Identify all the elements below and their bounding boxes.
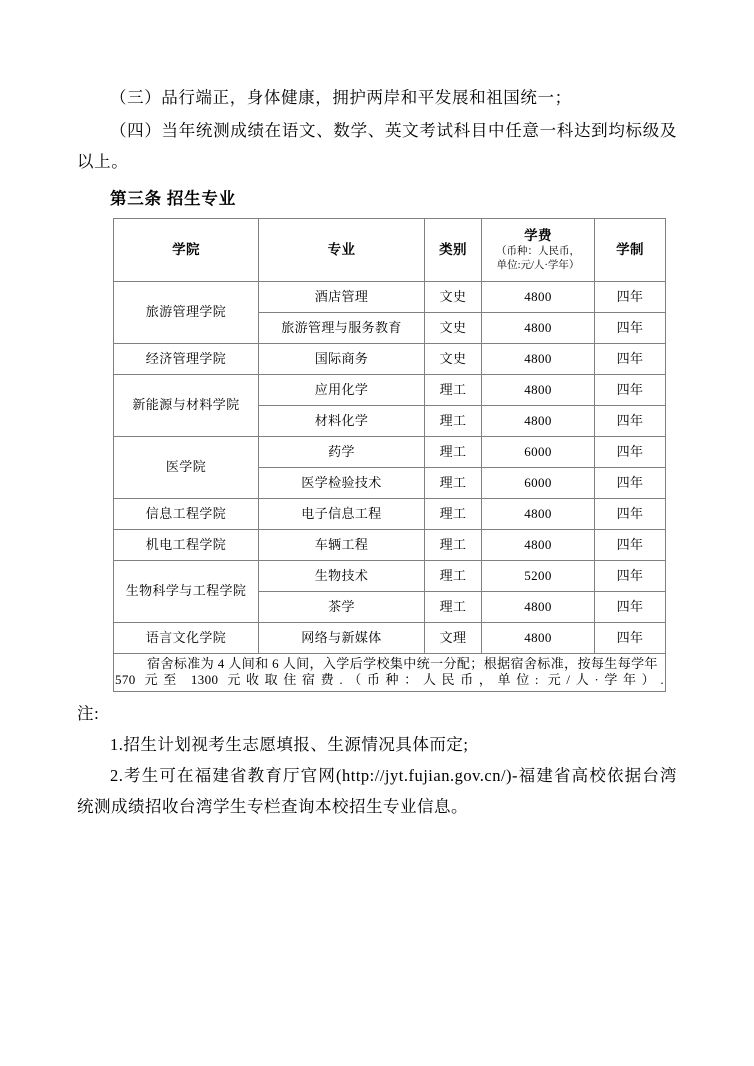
cell-fee: 4800	[482, 530, 595, 561]
cell-college: 生物科学与工程学院	[114, 561, 259, 623]
cell-length: 四年	[595, 468, 666, 499]
cell-major: 电子信息工程	[259, 499, 425, 530]
column-header-fee	[482, 219, 595, 282]
cell-fee: 6000	[482, 468, 595, 499]
cell-fee: 4800	[482, 344, 595, 375]
cell-length: 四年	[595, 344, 666, 375]
table-row	[114, 623, 666, 654]
cell-fee: 5200	[482, 561, 595, 592]
cell-major: 生物技术	[259, 561, 425, 592]
column-header-category: 类别	[425, 219, 482, 282]
cell-category: 理工	[425, 406, 482, 437]
notes-section	[77, 698, 677, 822]
cell-category: 文史	[425, 344, 482, 375]
cell-category: 文理	[425, 623, 482, 654]
cell-length: 四年	[595, 530, 666, 561]
cell-category: 理工	[425, 468, 482, 499]
cell-fee: 4800	[482, 499, 595, 530]
cell-college: 信息工程学院	[114, 499, 259, 530]
cell-category: 理工	[425, 499, 482, 530]
cell-length: 四年	[595, 499, 666, 530]
cell-length: 四年	[595, 375, 666, 406]
table-header-row	[114, 219, 666, 282]
cell-category: 理工	[425, 530, 482, 561]
cell-college: 医学院	[114, 437, 259, 499]
paragraph-condition-4: （四）当年统测成绩在语文、数学、英文考试科目中任意一科达到均标级及以上。	[77, 121, 677, 171]
majors-table-foot	[114, 654, 666, 692]
majors-table-body	[114, 282, 666, 654]
majors-table	[113, 218, 666, 692]
cell-major: 应用化学	[259, 375, 425, 406]
note-item-2: 2.考生可在福建省教育厅官网(http://jyt.fujian.gov.cn/)-福建省高校依据台湾统测成绩招收台湾学生专栏查询本校招生专业信息。	[77, 765, 677, 816]
cell-fee: 4800	[482, 313, 595, 344]
cell-major: 国际商务	[259, 344, 425, 375]
column-header-college: 学院	[114, 219, 259, 282]
cell-major: 药学	[259, 437, 425, 468]
cell-major: 材料化学	[259, 406, 425, 437]
cell-major: 茶学	[259, 592, 425, 623]
cell-major: 网络与新媒体	[259, 623, 425, 654]
cell-major: 医学检验技术	[259, 468, 425, 499]
cell-length: 四年	[595, 313, 666, 344]
section-heading-article-3: 第三条 招生专业	[110, 189, 237, 208]
column-header-fee-currency: （币种：人民币，	[496, 245, 580, 257]
cell-category: 理工	[425, 592, 482, 623]
note-item-1: 1.招生计划视考生志愿填报、生源情况具体而定;	[110, 734, 469, 754]
cell-length: 四年	[595, 282, 666, 313]
cell-fee: 4800	[482, 375, 595, 406]
cell-fee: 4800	[482, 623, 595, 654]
cell-major: 旅游管理与服务教育	[259, 313, 425, 344]
cell-length: 四年	[595, 592, 666, 623]
table-footnote-row	[114, 654, 666, 692]
table-row	[114, 530, 666, 561]
cell-category: 理工	[425, 375, 482, 406]
cell-fee: 4800	[482, 406, 595, 437]
cell-fee: 6000	[482, 437, 595, 468]
table-row	[114, 499, 666, 530]
table-row	[114, 375, 666, 406]
table-row	[114, 344, 666, 375]
column-header-major: 专业	[259, 219, 425, 282]
table-row	[114, 437, 666, 468]
cell-major: 酒店管理	[259, 282, 425, 313]
column-header-fee-unit: 单位:元/人·学年）	[496, 259, 580, 271]
cell-length: 四年	[595, 437, 666, 468]
cell-category: 理工	[425, 561, 482, 592]
notes-label: 注:	[77, 703, 100, 723]
table-row	[114, 561, 666, 592]
cell-college: 经济管理学院	[114, 344, 259, 375]
cell-college: 新能源与材料学院	[114, 375, 259, 437]
cell-college: 机电工程学院	[114, 530, 259, 561]
cell-college: 语言文化学院	[114, 623, 259, 654]
majors-table-head	[114, 219, 666, 282]
cell-fee: 4800	[482, 282, 595, 313]
majors-table-wrapper	[113, 218, 664, 692]
cell-length: 四年	[595, 406, 666, 437]
column-header-length: 学制	[595, 219, 666, 282]
cell-college: 旅游管理学院	[114, 282, 259, 344]
cell-length: 四年	[595, 623, 666, 654]
cell-category: 文史	[425, 313, 482, 344]
cell-major: 车辆工程	[259, 530, 425, 561]
document-content	[77, 82, 677, 822]
column-header-fee-title: 学费	[524, 228, 552, 244]
dormitory-footnote: 宿舍标准为 4 人间和 6 人间，入学后学校集中统一分配；根据宿舍标准，按每生每学年 570 元至 1300 元收取住宿费.（币种：人民币，单位: 元/人·学年）.	[114, 654, 666, 692]
cell-category: 理工	[425, 437, 482, 468]
table-row	[114, 282, 666, 313]
cell-category: 文史	[425, 282, 482, 313]
cell-length: 四年	[595, 561, 666, 592]
cell-fee: 4800	[482, 592, 595, 623]
paragraph-condition-3: （三）品行端正，身体健康，拥护两岸和平发展和祖国统一；	[110, 88, 572, 107]
